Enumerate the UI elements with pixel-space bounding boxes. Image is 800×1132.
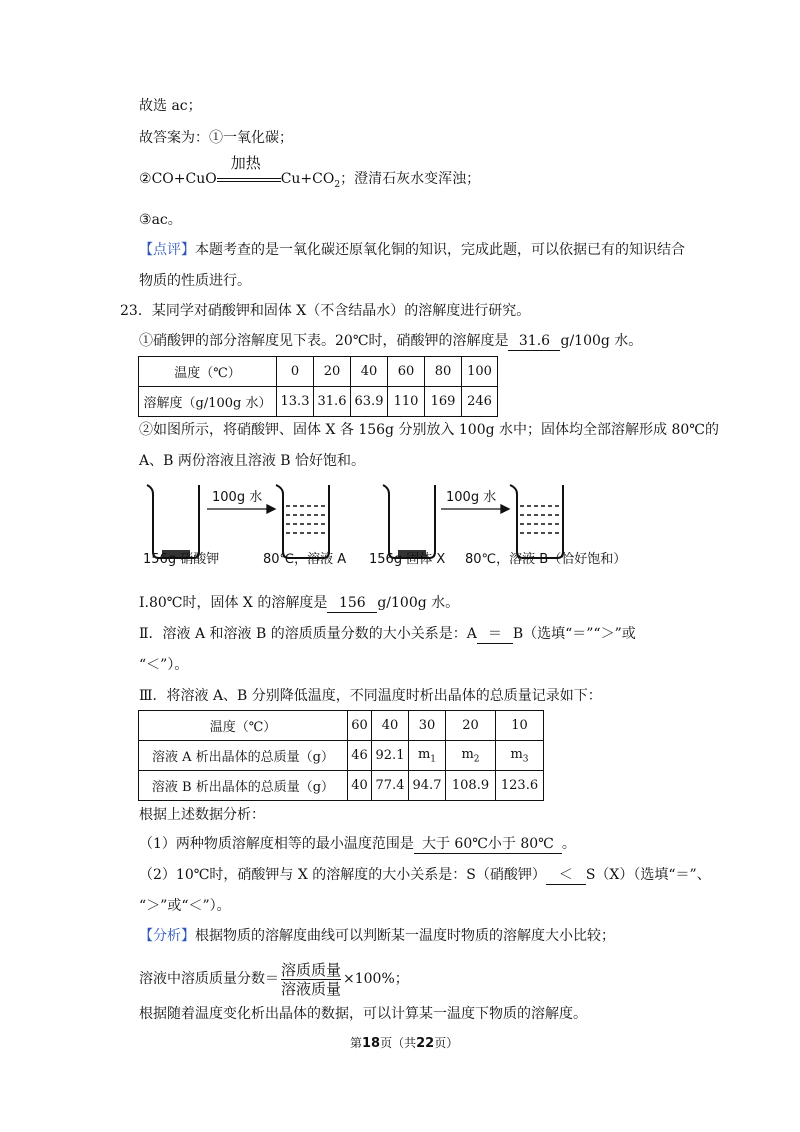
- text-line: ②如图所示，将硝酸钾、固体 X 各 156g 分别放入 100g 水中；固体均全部溶解形成 80℃的: [139, 422, 719, 438]
- answer-blank: ＜: [546, 867, 586, 885]
- text-line: Ⅱ．溶液 A 和溶液 B 的溶质质量分数的大小关系是：A ＝ B（选填“＝”“＞”或: [139, 626, 636, 642]
- text-line: 物质的性质进行。: [139, 273, 251, 289]
- solubility-table: 温度（℃） 0 20 40 60 80 100 溶解度（g/100g 水） 13.3 31.6 63.9 110 169 246: [138, 356, 498, 417]
- caption-1: 156g 硝酸钾: [143, 552, 220, 567]
- text-line: “＞”或“＜”）。: [139, 898, 231, 914]
- text-line: A、B 两份溶液且溶液 B 恰好饱和。: [139, 453, 366, 469]
- text-line: （2）10℃时，硝酸钾与 X 的溶解度的大小关系是：S（硝酸钾） ＜ S（X）（选填“＝”、: [139, 867, 711, 883]
- text-line: 故选 ac；: [139, 98, 202, 114]
- caption-3: 156g 固体 X: [369, 552, 446, 567]
- text-line: Ⅲ．将溶液 A、B 分别降低温度，不同温度时析出晶体的总质量记录如下：: [139, 688, 602, 704]
- arrow-label-2: 100g 水: [446, 490, 497, 505]
- arrow-1: [207, 505, 275, 513]
- text-line: ③ac。: [139, 212, 182, 228]
- heat-arrow: 加热: [217, 169, 281, 189]
- analysis-tag: 【分析】: [139, 928, 195, 944]
- beaker-1: [147, 485, 199, 558]
- beaker-2: [276, 485, 329, 558]
- caption-2: 80℃，溶液 A: [263, 552, 347, 567]
- comment-line: 【点评】本题考查的是一氧化碳还原氧化铜的知识，完成此题，可以依据已有的知识结合: [139, 242, 685, 258]
- fraction: $\frac{\text{溶质质量}}{\text{溶液质量}}$: [281, 960, 342, 998]
- text-line: 根据随着温度变化析出晶体的数据，可以计算某一温度下物质的溶解度。: [139, 1006, 587, 1022]
- answer-blank: 156: [327, 595, 377, 613]
- answer-blank: 大于 60℃小于 80℃: [414, 836, 562, 854]
- caption-4: 80℃，溶液 B（恰好饱和）: [465, 552, 627, 567]
- beaker-figure: [135, 476, 675, 574]
- text-line: ①硝酸钾的部分溶解度见下表。20℃时，硝酸钾的溶解度是 31.6 g/100g 水。: [139, 333, 643, 349]
- arrow-2: [441, 505, 509, 513]
- solution-lines-4: [520, 506, 560, 533]
- analysis-line: 【分析】根据物质的溶解度曲线可以判断某一温度时物质的溶解度大小比较；: [139, 928, 615, 944]
- arrow-label-1: 100g 水: [212, 490, 263, 505]
- text-line: “＜”）。: [139, 657, 189, 673]
- text-line: （1）两种物质溶解度相等的最小温度范围是 大于 60℃小于 80℃ 。: [139, 836, 576, 852]
- comment-tag: 【点评】: [139, 242, 195, 258]
- answer-blank: ＝: [477, 626, 513, 644]
- text-line: 根据上述数据分析：: [139, 807, 265, 823]
- answer-blank: 31.6: [508, 333, 560, 351]
- text-line: 故答案为：①一氧化碳；: [139, 130, 293, 146]
- beaker-3: [383, 485, 435, 558]
- page-footer: 第18页（共22页）: [350, 1036, 459, 1051]
- solution-lines-2: [286, 506, 326, 533]
- crystal-mass-table: 温度（℃） 60 40 30 20 10 溶液 A 析出晶体的总质量（g） 46 92.1 $m_1$ $m_2$ $m_3$ 溶液 B 析出晶体的总质量（g） 40 77.4 94.7 108.9 123.6: [138, 710, 544, 801]
- beaker-4: [510, 485, 563, 558]
- question-title: 23．某同学对硝酸钾和固体 X（不含结晶水）的溶解度进行研究。: [120, 303, 531, 319]
- text-line: Ⅰ.80℃时，固体 X 的溶解度是 156 g/100g 水。: [139, 595, 460, 611]
- equation-line: ②CO+CuO 加热 $Cu+CO_2$；澄清石灰水变浑浊；: [139, 154, 481, 190]
- formula-line: 溶液中溶质质量分数＝ $\frac{\text{溶质质量}}{\text{溶液质量}}$ ×100%；: [139, 960, 409, 998]
